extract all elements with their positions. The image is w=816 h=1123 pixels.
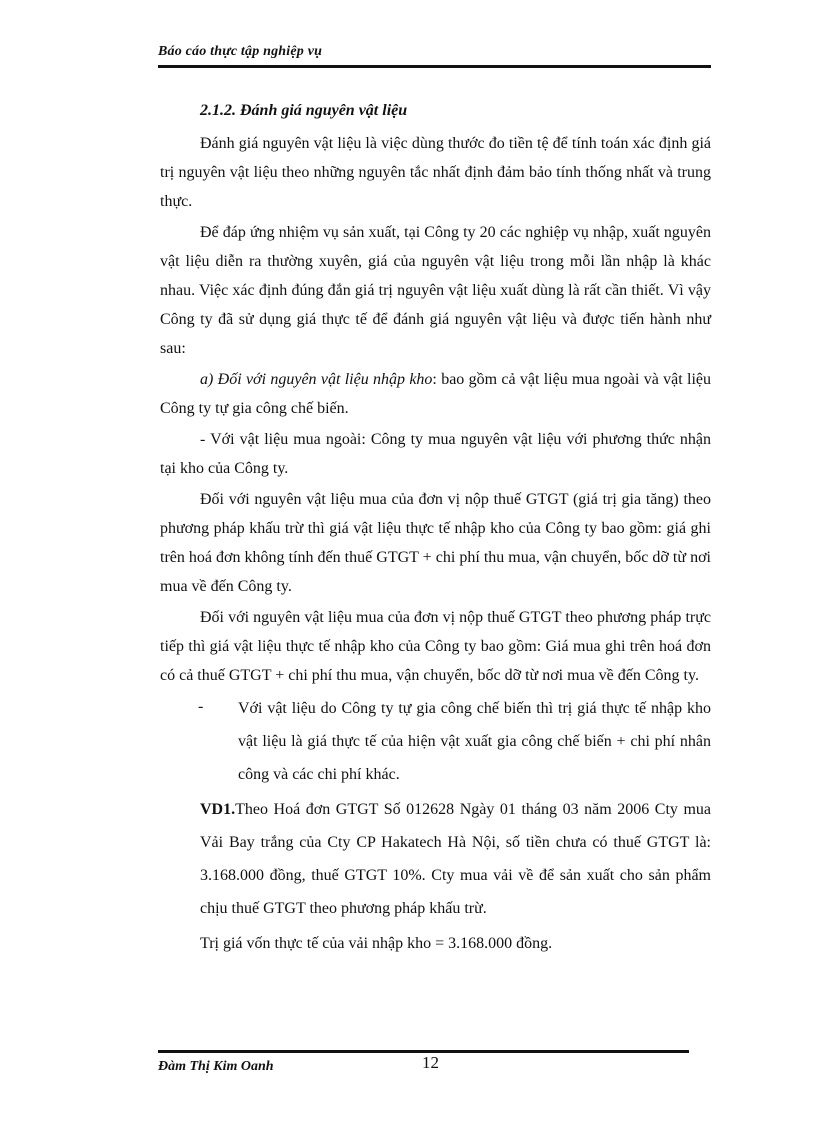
imported-materials-text: bao gồm cả vật liệu mua ngoài và vật liệu Công ty tự gia công chế biến. <box>160 371 711 417</box>
paragraph-deduction-method: Đối với nguyên vật liệu mua của đơn vị nộp thuế GTGT (giá trị gia tăng) theo phương pháp khấu trừ thì giá vật liệu thực tế nhập kho của Công ty bao gồm: giá ghi trên hoá đơn không tính đến thuế GTGT + chi phí thu mua, vận chuyển, bốc dỡ từ nơi mua về đến Công ty. <box>160 491 711 595</box>
page-header <box>158 44 711 68</box>
paragraph-imported-materials <box>160 365 711 423</box>
list-item-text: Với vật liệu do Công ty tự gia công chế biến thì trị giá thực tế nhập kho vật liệu là giá thực tế của hiện vật xuất gia công chế biến + chi phí nhân công và các chi phí khác. <box>238 700 711 783</box>
header-rule <box>158 65 711 68</box>
italic-colon: : <box>432 371 442 388</box>
list-item <box>160 692 711 791</box>
italic-lead: a) Đối với nguyên vật liệu nhập kho <box>200 371 433 388</box>
page-content <box>160 96 711 962</box>
paragraph-purchased-materials: - Với vật liệu mua ngoài: Công ty mua nguyên vật liệu với phương thức nhận tại kho của Công ty. <box>160 431 711 477</box>
example-paragraph <box>160 793 711 925</box>
section-heading: 2.1.2. Đánh giá nguyên vật liệu <box>200 102 408 119</box>
dash-bullet: - <box>198 698 204 715</box>
example-label: VD1. <box>200 801 236 818</box>
paragraph-direct-method: Đối với nguyên vật liệu mua của đơn vị nộp thuế GTGT theo phương pháp trực tiếp thì giá vật liệu thực tế nhập kho của Công ty bao gồm: Giá mua ghi trên hoá đơn có cả thuế GTGT + chi phí thu mua, vận chuyển, bốc dỡ từ nơi mua về đến Công ty. <box>160 609 711 684</box>
result-line: Trị giá vốn thực tế của vải nhập kho = 3.168.000 đồng. <box>200 935 553 952</box>
paragraph-definition: Đánh giá nguyên vật liệu là việc dùng thước đo tiền tệ để tính toán xác định giá trị nguyên vật liệu theo những nguyên tắc nhất định đảm bảo tính thống nhất và trung thực. <box>160 135 711 210</box>
example-text: Theo Hoá đơn GTGT Số 012628 Ngày 01 tháng 03 năm 2006 Cty mua Vải Bay trắng của Cty CP Hakatech Hà Nội, số tiền chưa có thuế GTGT là: 3.168.000 đồng, thuế GTGT 10%. Cty mua vải về để sản xuất cho sản phẩm chịu thuế GTGT theo phương pháp khấu trừ. <box>200 801 711 917</box>
header-title: Báo cáo thực tập nghiệp vụ <box>158 44 323 59</box>
footer-author: Đàm Thị Kim Oanh <box>158 1059 274 1074</box>
page-number: 12 <box>422 1053 439 1072</box>
paragraph-context: Để đáp ứng nhiệm vụ sản xuất, tại Công ty 20 các nghiệp vụ nhập, xuất nguyên vật liệu diễn ra thường xuyên, giá của nguyên vật liệu trong mỗi lần nhập là khác nhau. Việc xác định đúng đắn giá trị nguyên vật liệu xuất dùng là rất cần thiết. Vì vậy Công ty đã sử dụng giá thực tế để đánh giá nguyên vật liệu và được tiến hành như sau: <box>160 224 711 357</box>
page-footer <box>158 1050 689 1081</box>
